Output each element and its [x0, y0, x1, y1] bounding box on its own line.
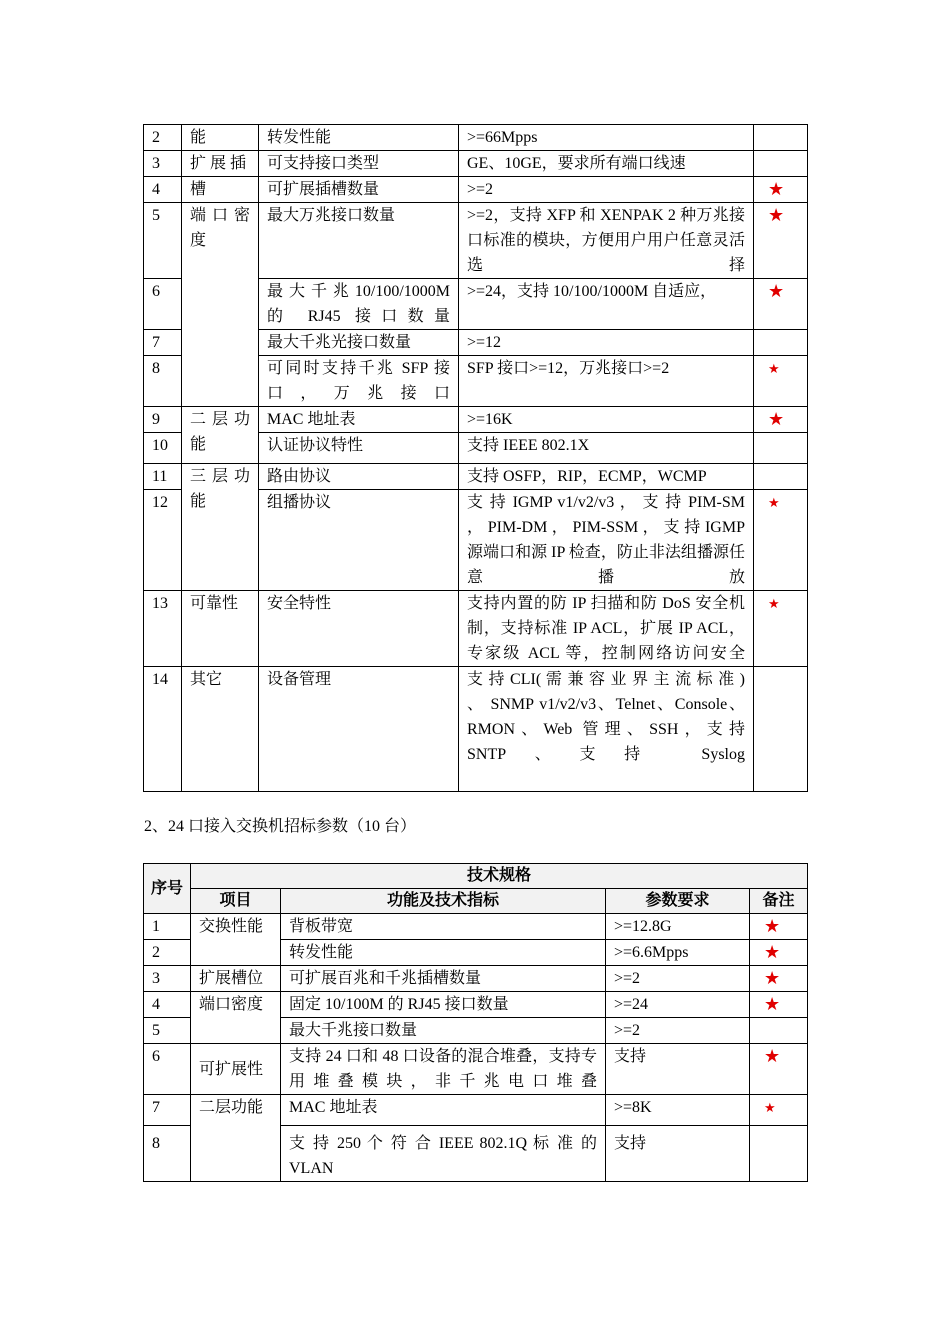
note-cell	[750, 1126, 808, 1182]
requirement-cell: SFP 接口>=12，万兆接口>=2	[459, 356, 754, 407]
category-cell: 扩展槽位	[191, 966, 281, 992]
row-number: 7	[144, 1095, 191, 1126]
star-icon: ★	[768, 205, 785, 225]
header-spec: 技术规格	[191, 864, 808, 889]
category-cell: 其它	[182, 667, 259, 792]
row-number: 10	[144, 433, 182, 464]
note-cell	[750, 914, 808, 940]
table-row	[144, 464, 808, 490]
item-cell: MAC 地址表	[259, 407, 459, 433]
row-number: 1	[144, 914, 191, 940]
item-cell: 安全特性	[259, 591, 459, 667]
requirement-cell: 支持	[606, 1044, 750, 1095]
requirement-cell: 支持	[606, 1126, 750, 1182]
section-caption: 2、24 口接入交换机招标参数（10 台）	[144, 818, 417, 835]
item-cell: 设备管理	[259, 667, 459, 792]
row-number: 3	[144, 151, 182, 177]
row-number: 7	[144, 330, 182, 356]
function-cell: 支持 24 口和 48 口设备的混合堆叠，支持专用堆叠模块，非千兆电口堆叠	[281, 1044, 606, 1095]
requirement-cell: 支 持 CLI( 需 兼 容 业 界 主 流 标 准 ) 、 SNMP v1/v2/v3、Telnet、Console、RMON、Web 管理、SSH，支持 SNTP、支持 Syslog	[459, 667, 754, 792]
row-number: 13	[144, 591, 182, 667]
item-cell: 认证协议特性	[259, 433, 459, 464]
category-cell: 可靠性	[182, 591, 259, 667]
function-cell: 背板带宽	[281, 914, 606, 940]
requirement-cell: >=66Mpps	[459, 125, 754, 151]
requirement-cell: 支 持 IGMP v1/v2/v3 ， 支 持 PIM-SM ， PIM-DM ， PIM-SSM ， 支 持 IGMP 源端口和源 IP 检查，防止非法组播源任意播放	[459, 490, 754, 591]
function-cell: 固定 10/100M 的 RJ45 接口数量	[281, 992, 606, 1018]
requirement-cell: GE、10GE，要求所有端口线速	[459, 151, 754, 177]
function-cell: MAC 地址表	[281, 1095, 606, 1126]
row-number: 2	[144, 940, 191, 966]
star-icon: ★	[768, 409, 785, 429]
header-row	[144, 864, 808, 889]
row-number: 8	[144, 356, 182, 407]
table-row	[144, 914, 808, 940]
category-cell: 可扩展性	[191, 1044, 281, 1095]
requirement-cell: >=2	[606, 1018, 750, 1044]
requirement-cell: >=12.8G	[606, 914, 750, 940]
note-cell	[754, 151, 808, 177]
requirement-cell: >=8K	[606, 1095, 750, 1126]
row-number: 6	[144, 279, 182, 330]
category-cell: 槽	[182, 177, 259, 203]
row-number: 11	[144, 464, 182, 490]
note-cell	[754, 203, 808, 279]
table-row	[144, 1044, 808, 1095]
header-number: 序号	[144, 864, 191, 914]
table-row	[144, 667, 808, 792]
category-cell: 端口密度	[191, 992, 281, 1044]
requirement-cell: 支持内置的防 IP 扫描和防 DoS 安全机制，支持标准 IP ACL，扩展 IP ACL，专家级 ACL 等，控制网络访问安全	[459, 591, 754, 667]
table-row	[144, 407, 808, 433]
table-row	[144, 151, 808, 177]
category-cell: 端 口 密 度	[182, 203, 259, 407]
header-requirement: 参数要求	[606, 889, 750, 914]
function-cell: 支 持 250 个 符 合 IEEE 802.1Q 标 准 的 VLAN	[281, 1126, 606, 1182]
category-cell: 二 层 功 能	[182, 407, 259, 464]
requirement-cell: >=16K	[459, 407, 754, 433]
note-cell	[754, 356, 808, 407]
function-cell: 可扩展百兆和千兆插槽数量	[281, 966, 606, 992]
row-number: 4	[144, 992, 191, 1018]
function-cell: 转发性能	[281, 940, 606, 966]
category-cell: 三 层 功 能	[182, 464, 259, 591]
note-cell	[750, 992, 808, 1018]
note-cell	[750, 940, 808, 966]
table-row	[144, 966, 808, 992]
table-row	[144, 177, 808, 203]
category-cell: 二层功能	[191, 1095, 281, 1182]
note-cell	[754, 330, 808, 356]
header-row	[144, 889, 808, 914]
row-number: 5	[144, 203, 182, 279]
category-cell: 扩 展 插	[182, 151, 259, 177]
row-number: 14	[144, 667, 182, 792]
header-note: 备注	[750, 889, 808, 914]
row-number: 9	[144, 407, 182, 433]
row-number: 5	[144, 1018, 191, 1044]
row-number: 3	[144, 966, 191, 992]
item-cell: 可支持接口类型	[259, 151, 459, 177]
item-cell: 可扩展插槽数量	[259, 177, 459, 203]
category-cell: 交换性能	[191, 914, 281, 966]
note-cell	[754, 464, 808, 490]
item-cell: 最 大 千 兆 10/100/1000M 的 RJ45 接口数量	[259, 279, 459, 330]
note-cell	[750, 1018, 808, 1044]
star-icon: ★	[764, 968, 781, 988]
note-cell	[754, 591, 808, 667]
row-number: 6	[144, 1044, 191, 1095]
table-row	[144, 1095, 808, 1126]
item-cell: 最大万兆接口数量	[259, 203, 459, 279]
item-cell: 转发性能	[259, 125, 459, 151]
requirement-cell: >=2	[459, 177, 754, 203]
function-cell: 最大千兆接口数量	[281, 1018, 606, 1044]
row-number: 12	[144, 490, 182, 591]
header-function: 功能及技术指标	[281, 889, 606, 914]
star-icon: ★	[764, 1046, 781, 1066]
requirement-cell: 支持 IEEE 802.1X	[459, 433, 754, 464]
note-cell	[754, 667, 808, 792]
star-icon: ★	[768, 361, 780, 376]
note-cell	[754, 490, 808, 591]
item-cell: 组播协议	[259, 490, 459, 591]
header-category: 项目	[191, 889, 281, 914]
table-row	[144, 203, 808, 279]
requirement-cell: >=6.6Mpps	[606, 940, 750, 966]
star-icon: ★	[768, 179, 785, 199]
note-cell	[754, 433, 808, 464]
spec-table-access-switch	[143, 863, 808, 1182]
note-cell	[750, 1044, 808, 1095]
requirement-cell: >=2，支持 XFP 和 XENPAK 2 种万兆接口标准的模块，方便用户用户任意灵活选择	[459, 203, 754, 279]
star-icon: ★	[768, 281, 785, 301]
star-icon: ★	[768, 495, 780, 510]
star-icon: ★	[764, 916, 781, 936]
item-cell: 路由协议	[259, 464, 459, 490]
item-cell: 可同时支持千兆 SFP 接口，万兆接口	[259, 356, 459, 407]
star-icon: ★	[764, 1100, 776, 1115]
requirement-cell: >=24，支持 10/100/1000M 自适应，	[459, 279, 754, 330]
row-number: 4	[144, 177, 182, 203]
row-number: 2	[144, 125, 182, 151]
star-icon: ★	[764, 994, 781, 1014]
requirement-cell: >=24	[606, 992, 750, 1018]
item-cell: 最大千兆光接口数量	[259, 330, 459, 356]
star-icon: ★	[764, 942, 781, 962]
row-number: 8	[144, 1126, 191, 1182]
category-cell: 能	[182, 125, 259, 151]
note-cell	[750, 1095, 808, 1126]
requirement-cell: 支持 OSFP，RIP，ECMP，WCMP	[459, 464, 754, 490]
star-icon: ★	[768, 596, 780, 611]
table-row	[144, 125, 808, 151]
requirement-cell: >=2	[606, 966, 750, 992]
note-cell	[750, 966, 808, 992]
table-row	[144, 992, 808, 1018]
note-cell	[754, 279, 808, 330]
note-cell	[754, 177, 808, 203]
spec-table-core-switch	[143, 124, 808, 792]
table-row	[144, 591, 808, 667]
requirement-cell: >=12	[459, 330, 754, 356]
note-cell	[754, 125, 808, 151]
note-cell	[754, 407, 808, 433]
